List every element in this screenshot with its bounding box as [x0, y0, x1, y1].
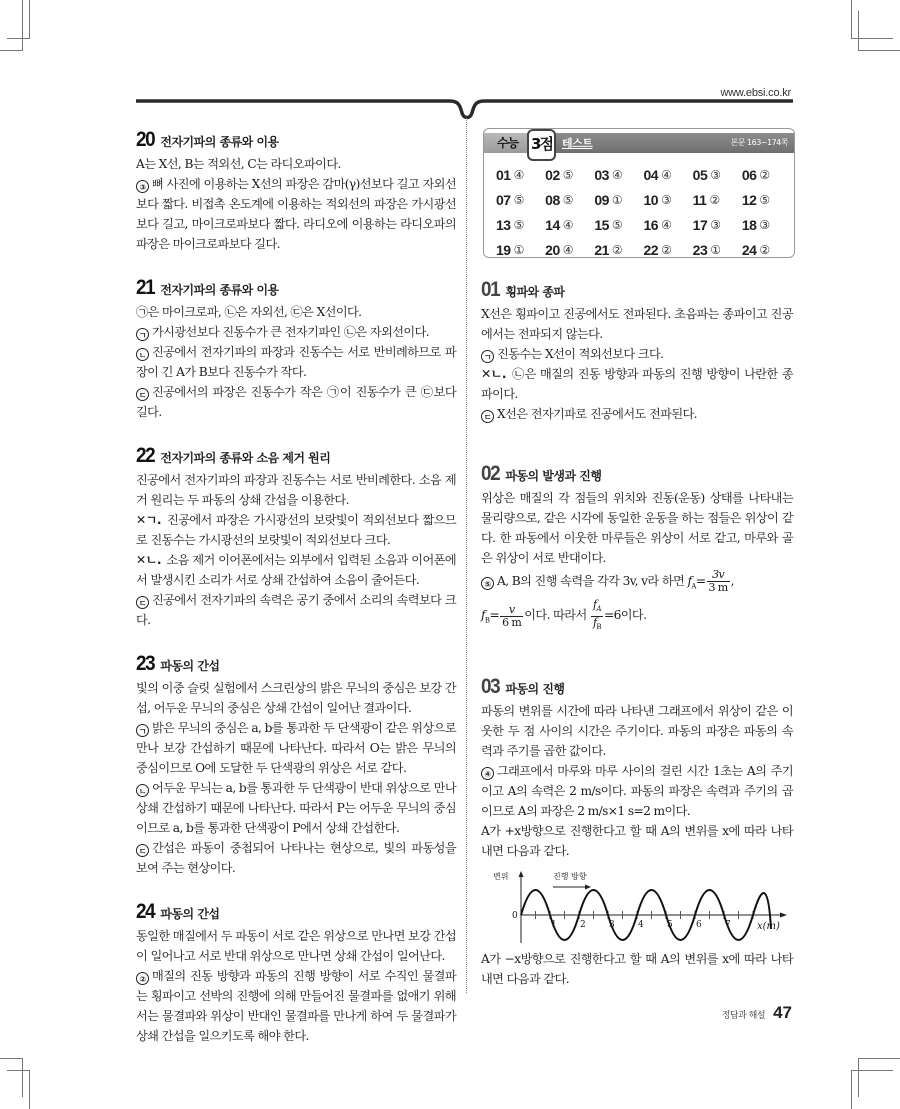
solution-22 [136, 444, 456, 630]
answer-item: 23 ① [692, 242, 721, 258]
crop-mark [858, 1058, 859, 1097]
solution-text: 간섭은 파동이 중첩되어 나타나는 현상으로, 빛의 파동성을 보여 주는 현상이다. [136, 841, 456, 875]
question-number: 23 [136, 652, 155, 675]
answer-item: 15 ⑤ [594, 217, 623, 233]
solution-text: 뼈 사진에 이용하는 X선의 파장은 감마(γ)선보다 길고 자외선보다 짧다. 비접촉 온도계에 이용하는 적외선의 파장은 가시광선보다 길고, 마이크로파보다 짧다. 라디오에 이용하는 라디오파의 파장은 마이크로파보다 길다. [136, 177, 456, 251]
solution-text: X선은 횡파이고 진공에서도 전파된다. 초음파는 종파이고 진공에서는 전파되지 않는다. [481, 307, 793, 341]
solution-text: 진공에서 전자기파의 파장과 진동수는 서로 반비례하므로 파장이 긴 A가 B보다 진동수가 작다. [136, 345, 456, 379]
wrong-x-icon: ✕ㄴ. [481, 367, 506, 381]
solution-text: A는 X선, B는 적외선, C는 라디오파이다. [136, 157, 341, 171]
svg-text:1: 1 [551, 920, 557, 931]
crop-mark [0, 1058, 22, 1059]
answer-item: 09 ① [594, 192, 623, 208]
solution-text: 그래프에서 마루와 마루 사이의 걸린 시간 1초는 A의 주기이고 A의 속력은 2 m/s이다. 파동의 파장은 속력과 주기의 곱이므로 A의 파장은 2 m/s×1 s=2 m이다. [481, 764, 793, 819]
answer-item: 21 ② [594, 242, 623, 258]
crop-mark [0, 50, 22, 51]
answer-item: 10 ③ [643, 192, 672, 208]
crop-mark [29, 0, 30, 39]
formula-result: =6이다. [603, 608, 647, 623]
question-number: 22 [136, 444, 155, 467]
question-number: 01 [481, 278, 500, 301]
formula-text: 이다. 따라서 [524, 608, 587, 623]
solution-text: 소음 제거 이어폰에서는 외부에서 입력된 소음과 이어폰에서 발생시킨 소리가 서로 상쇄 간섭하여 소음이 줄어든다. [136, 553, 456, 587]
suneung-label: 수능 [497, 136, 519, 150]
wrong-x-icon: ✕ㄱ. [136, 513, 161, 527]
correct-circle-icon: ㄷ [136, 596, 149, 609]
crop-mark [858, 1058, 900, 1059]
question-title: 파동의 간섭 [160, 659, 220, 673]
solution-text: 빛의 이중 슬릿 실험에서 스크린상의 밝은 무늬의 중심은 보강 간섭, 어두운 무늬의 중심은 상쇄 간섭이 일어난 결과이다. [136, 681, 456, 715]
test-label: 테스트 [562, 137, 593, 150]
svg-text:4: 4 [638, 920, 644, 931]
footer-label: 정답과 해설 [721, 1011, 766, 1021]
answer-item: 17 ③ [692, 217, 721, 233]
fraction-ratio: $\frac{f_A}{f_B}$ [592, 598, 601, 631]
crop-mark [858, 11, 859, 51]
crop-mark [851, 0, 852, 38]
solution-text: A가 +x방향으로 진행한다고 할 때 A의 변위를 x에 따라 나타내면 다음과 같다. [481, 824, 793, 859]
wave-graph [491, 867, 791, 945]
correct-circle-icon: ㄱ [136, 724, 149, 737]
question-number: 24 [136, 900, 155, 923]
three-points-badge: 3점 [527, 129, 556, 161]
solution-text: ㉡은 매질의 진동 방향과 파동의 진행 방향이 나란한 종파이다. [481, 367, 794, 401]
answer-item: 06 ② [741, 167, 771, 183]
answer-item: 05 ③ [692, 167, 721, 183]
answer-key-box [483, 128, 795, 258]
answer-item: 14 ④ [545, 217, 574, 233]
page-footer [722, 1003, 792, 1023]
svg-text:6: 6 [696, 920, 702, 931]
correct-circle-icon: ㄴ [136, 784, 149, 797]
answer-item: 01 ④ [496, 167, 525, 183]
answer-circle-icon: ④ [481, 767, 494, 780]
solution-text: 파동의 변위를 시간에 따라 나타낸 그래프에서 위상이 같은 이웃한 두 점 사이의 시간은 주기이다. 파동의 파장은 파동의 속력과 주기를 곱한 값이다. [481, 704, 793, 759]
answer-item: 22 ② [643, 242, 672, 258]
crop-mark [7, 38, 29, 39]
solution-23 [136, 652, 456, 878]
svg-text:7: 7 [725, 920, 731, 931]
crop-mark [29, 1070, 30, 1109]
answer-item: 07 ⑤ [496, 192, 525, 208]
solution-21 [136, 276, 456, 422]
solution-text: 진동수는 X선이 적외선보다 크다. [497, 347, 664, 361]
solution-text: A가 −x방향으로 진행한다고 할 때 A의 변위를 x에 따라 나타내면 다음과 같다. [481, 952, 793, 987]
svg-text:5: 5 [667, 920, 673, 931]
fraction-fb: $\frac{v}{6 m}$ [502, 602, 522, 629]
svg-text:2: 2 [580, 920, 586, 931]
correct-circle-icon: ㄷ [481, 410, 494, 423]
answer-circle-icon: ⑤ [481, 577, 494, 590]
crop-mark [851, 1070, 893, 1071]
question-title: 전자기파의 종류와 이용 [160, 135, 279, 149]
correct-circle-icon: ㄴ [136, 348, 149, 361]
crop-mark [22, 11, 23, 51]
solution-02: 02 파동의 발생과 진행 위상은 매질의 각 점들의 위치와 진동(운동) 상태를 나타내는 물리량으로, 같은 시각에 동일한 운동을 하는 점들은 위상이 같다. 한 파동에서 이웃한 마루들은 위상이 서로 같고, 마루와 골은 위상이 서로 반대이다. ⑤ A, B의 진행 속력을 각각 3v, v라 하면 $f_A=$ $\frac{3v}{3 m}$ , $f_B=$ $\frac{v}{6 m}$ 이다. 따라서 $\frac{f_A}{f_B}$ =6이다. [481, 462, 793, 631]
formula-text: A, B의 진행 속력을 각각 3v, v라 하면 [497, 574, 685, 588]
svg-text:변위: 변위 [493, 872, 509, 882]
solution-text: 진공에서 파장은 가시광선의 보랏빛이 적외선보다 짧으므로 진동수는 가시광선의 보랏빛이 적외선보다 크다. [136, 513, 456, 547]
page-number: 47 [773, 1003, 792, 1022]
solution-text: 진공에서의 파장은 진동수가 작은 ㉠이 진동수가 큰 ㉢보다 길다. [136, 385, 456, 419]
page-range: 본문 163~174쪽 [730, 138, 788, 147]
question-number: 02 [481, 462, 500, 485]
crop-mark [7, 1070, 29, 1071]
answer-key-header [484, 133, 794, 153]
solution-text: ㉠은 마이크로파, ㉡은 자외선, ㉢은 X선이다. [136, 305, 362, 319]
answer-item: 19 ① [496, 242, 525, 258]
right-column [481, 128, 793, 989]
solution-20 [136, 128, 456, 254]
question-title: 전자기파의 종류와 소음 제거 원리 [160, 451, 331, 465]
correct-circle-icon: ㄱ [481, 350, 494, 363]
answer-item: 18 ③ [741, 217, 771, 233]
solution-text: X선은 전자기파로 진공에서도 전파된다. [497, 407, 697, 421]
answer-item: 11 ② [692, 192, 721, 208]
answer-item: 20 ④ [545, 242, 574, 258]
solution-01 [481, 278, 793, 424]
answer-item: 04 ④ [643, 167, 672, 183]
header-rule [0, 95, 900, 125]
question-number: 20 [136, 128, 155, 151]
answer-grid [496, 165, 791, 260]
answer-item: 03 ④ [594, 167, 623, 183]
solution-text: 동일한 매질에서 두 파동이 서로 같은 위상으로 만나면 보강 간섭이 일어나고 서로 반대 위상으로 만나면 상쇄 간섭이 일어난다. [136, 929, 456, 963]
answer-item: 13 ⑤ [496, 217, 525, 233]
solution-text: 진공에서 전자기파의 속력은 공기 중에서 소리의 속력보다 크다. [136, 593, 456, 627]
correct-circle-icon: ㄱ [136, 328, 149, 341]
question-number: 03 [481, 675, 500, 699]
solution-text: 진공에서 전자기파의 파장과 진동수는 서로 반비례한다. 소음 제거 원리는 두 파동의 상쇄 간섭을 이용한다. [136, 473, 456, 507]
question-title: 전자기파의 종류와 이용 [160, 283, 279, 297]
solution-text: 밝은 무늬의 중심은 a, b를 통과한 두 단색광이 같은 위상으로 만나 보강 간섭하기 때문에 나타난다. 따라서 O는 밝은 무늬의 중심이므로 O에 도달한 두 단색광의 위상은 서로 같다. [136, 721, 456, 775]
crop-mark [851, 1070, 852, 1109]
question-title: 횡파와 종파 [505, 285, 565, 299]
fraction-fa: $\frac{3v}{3 m}$ [708, 568, 728, 594]
answer-item: 08 ⑤ [545, 192, 574, 208]
solution-03 [481, 675, 793, 989]
answer-item: 24 ② [741, 242, 771, 258]
answer-item: 16 ④ [643, 217, 672, 233]
correct-circle-icon: ㄷ [136, 844, 149, 857]
svg-text:x(m): x(m) [757, 921, 780, 933]
solution-text: 매질의 진동 방향과 파동의 진행 방향이 서로 수직인 물결파는 횡파이고 선박의 진행에 의해 만들어진 물결파를 없애기 위해서는 물결파와 위상이 반대인 물결파를 만나게 하여 두 물결파가 상쇄 간섭을 일으키도록 해야 한다. [136, 969, 456, 1043]
answer-circle-icon: ③ [136, 180, 149, 193]
site-url: www.ebsi.co.kr [720, 87, 791, 99]
question-title: 파동의 발생과 진행 [505, 469, 602, 483]
column-divider [466, 118, 467, 993]
solution-text: 어두운 무늬는 a, b를 통과한 두 단색광이 반대 위상으로 만나 상쇄 간섭하기 때문에 나타난다. 따라서 P는 어두운 무늬의 중심이므로 a, b를 통과한 단색광이 P에서 상쇄 간섭한다. [136, 781, 456, 835]
solution-text: 위상은 매질의 각 점들의 위치와 진동(운동) 상태를 나타내는 물리량으로, 같은 시각에 동일한 운동을 하는 점들은 위상이 같다. 한 파동에서 이웃한 마루들은 위상이 서로 같고, 마루와 골은 위상이 서로 반대이다. [481, 491, 793, 565]
answer-item: 02 ⑤ [545, 167, 574, 183]
crop-mark [22, 1058, 23, 1097]
wrong-x-icon: ✕ㄴ. [136, 553, 161, 567]
crop-mark [858, 50, 900, 51]
svg-text:0: 0 [512, 911, 518, 922]
correct-circle-icon: ㄷ [136, 388, 149, 401]
left-column [136, 128, 456, 1046]
answer-item: 12 ⑤ [741, 192, 771, 208]
solution-text: 가시광선보다 진동수가 큰 전자기파인 ㉡은 자외선이다. [152, 325, 430, 339]
answer-circle-icon: ② [136, 972, 149, 985]
solution-24 [136, 900, 456, 1046]
question-title: 파동의 진행 [505, 682, 565, 697]
question-title: 파동의 간섭 [160, 907, 220, 921]
question-number: 21 [136, 276, 155, 299]
svg-text:진행 방향: 진행 방향 [553, 872, 587, 882]
svg-text:3: 3 [609, 920, 615, 931]
